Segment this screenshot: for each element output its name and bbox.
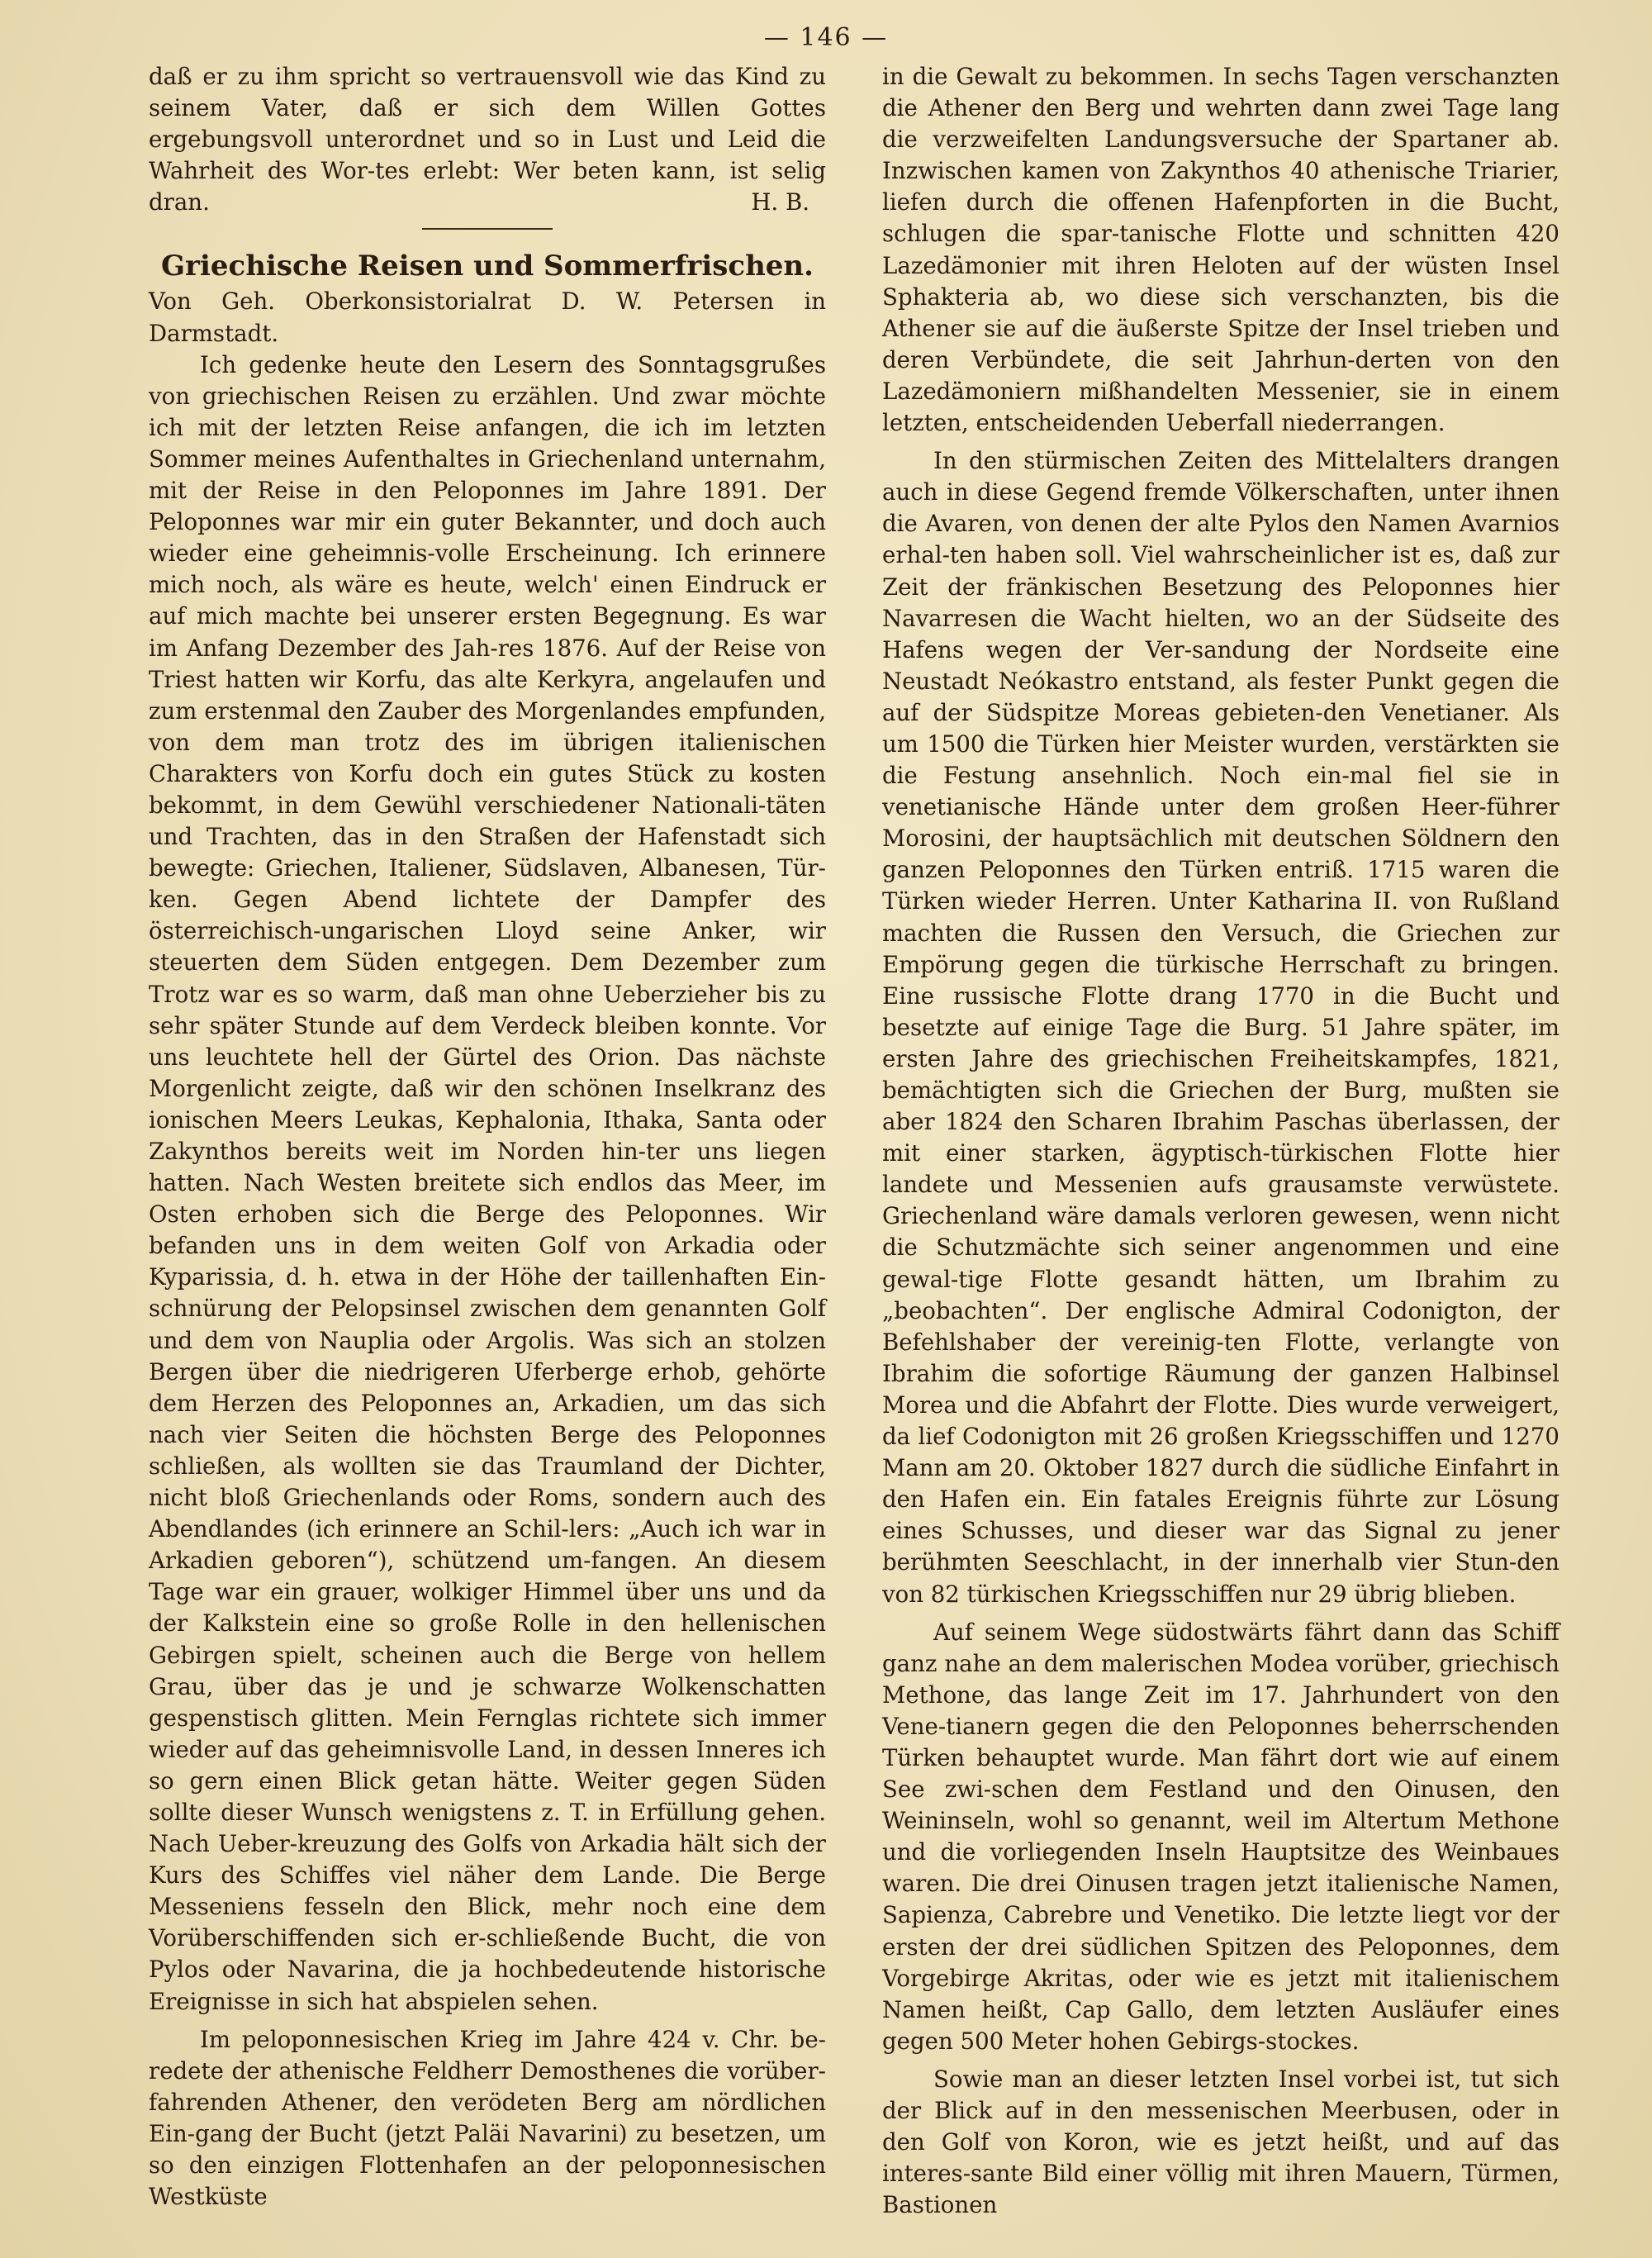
right-paragraph-3: Auf seinem Wege südostwärts fährt dann das Schiff ganz nahe an dem malerischen Modea vorüber, griechisch Methone, das lange Zeit im 17. Jahrhundert von den Vene-tianern gegen die den Peloponnes beherrschenden Türken behauptet wurde. Man fährt dort wie auf einem See zwi-schen dem Festland und den Oinusen, den Weininseln, wohl so genannt, weil im Altertum Methone und die vorliegenden Inseln Hauptsitze des Weinbaues waren. Die drei Oinusen tragen jetzt italienische Namen, Sapienza, Cabrebre und Venetiko. Die letzte liegt vor der ersten der drei südlichen Spitzen des Peloponnes, dem Vorgebirge Akritas, oder wie es jetzt mit italienischem Namen heißt, Cap Gallo, dem letzten Ausläufer eines gegen 500 Meter hohen Gebirgs-stockes.	[882, 1618, 1559, 2055]
left-paragraph-1: Ich gedenke heute den Lesern des Sonntagsgrußes von griechischen Reisen zu erzählen. Und zwar möchte ich mit der letzten Reise anfangen, die ich im letzten Sommer meines Aufenthaltes in Griechenland unternahm, mit der Reise in den Peloponnes im Jahre 1891. Der Peloponnes war mir ein guter Bekannter, und doch auch wieder eine geheimnis-volle Erscheinung. Ich erinnere mich noch, als wäre es heute, welch' einen Eindruck er auf mich machte bei unserer ersten Begegnung. Es war im Anfang Dezember des Jah-res 1876. Auf der Reise von Triest hatten wir Korfu, das alte Kerkyra, angelaufen und zum erstenmal den Zauber des Morgenlandes empfunden, von dem man trotz des im übrigen italienischen Charakters von Korfu doch ein gutes Stück zu kosten bekommt, in dem Gewühl verschiedener Nationali-täten und Trachten, das in den Straßen der Hafenstadt sich bewegte: Griechen, Italiener, Südslaven, Albanesen, Tür-ken. Gegen Abend lichtete der Dampfer des österreichisch-ungarischen Lloyd seine Anker, wir steuerten dem Süden entgegen. Dem Dezember zum Trotz war es so warm, daß man ohne Ueberzieher bis zu sehr später Stunde auf dem Verdeck bleiben konnte. Vor uns leuchtete hell der Gürtel des Orion. Das nächste Morgenlicht zeigte, daß wir den schönen Inselkranz des ionischen Meers Leukas, Kephalonia, Ithaka, Santa oder Zakynthos bereits weit im Norden hin-ter uns liegen hatten. Nach Westen breitete sich endlos das Meer, im Osten erhoben sich die Berge des Peloponnes. Wir befanden uns in dem weiten Golf von Arkadia oder Kyparissia, d. h. etwa in der Höhe der taillenhaften Ein-schnürung der Pelopsinsel zwischen dem genannten Golf und dem von Nauplia oder Argolis. Was sich an stolzen Bergen über die niedrigeren Uferberge erhob, gehörte dem Herzen des Peloponnes an, Arkadien, um das sich nach vier Seiten die höchsten Berge des Peloponnes schließen, als wollten sie das Traumland der Dichter, nicht bloß Griechenlands oder Roms, sondern auch des Abendlandes (ich erinnere an Schil-lers: „Auch ich war in Arkadien geboren“), schützend um-fangen. An diesem Tage war ein grauer, wolkiger Himmel über uns und da der Kalkstein eine so große Rolle in den hellenischen Gebirgen spielt, scheinen auch die Berge von hellem Grau, über das je und je schwarze Wolkenschatten gespenstisch glitten. Mein Fernglas richtete sich immer wieder auf das geheimnisvolle Land, in dessen Inneres ich so gern einen Blick getan hätte. Weiter gegen Süden sollte dieser Wunsch wenigstens z. T. in Erfüllung gehen. Nach Ueber-kreuzung des Golfs von Arkadia hält sich der Kurs des Schiffes viel näher dem Lande. Die Berge Messeniens fesseln den Blick, mehr noch eine dem Vorüberschiffenden sich er-schließende Bucht, die von Pylos oder Navarina, die ja hochbedeutende historische Ereignisse in sich hat abspielen sehen.	[149, 350, 826, 2015]
article-byline: Von Geh. Oberkonsistorialrat D. W. Petersen in Darmstadt.	[149, 288, 826, 347]
right-column	[882, 61, 1559, 2221]
intro-paragraph	[149, 61, 826, 218]
article-title: Griechische Reisen und Sommerfrischen.	[161, 250, 814, 283]
page-number: — 146 —	[763, 23, 889, 52]
section-divider	[422, 228, 553, 230]
right-paragraph-1: in die Gewalt zu bekommen. In sechs Tagen verschanzten die Athener den Berg und wehrten dann zwei Tage lang die verzweifelten Landungsversuche der Spartaner ab. Inzwischen kamen von Zakynthos 40 athenische Triarier, liefen durch die offenen Hafenpforten in die Bucht, schlugen die spar-tanische Flotte und schnitten 420 Lazedämonier mit ihren Heloten auf der wüsten Insel Sphakteria ab, wo diese sich verschanzten, bis die Athener sie auf die äußerste Spitze der Insel trieben und deren Verbündete, die seit Jahrhun-derten von den Lazedämoniern mißhandelten Messenier, sie in einem letzten, entscheidenden Ueberfall niederrangen.	[882, 63, 1559, 437]
right-paragraph-2: In den stürmischen Zeiten des Mittelalters drangen auch in diese Gegend fremde Völkerschaften, unter ihnen die Avaren, von denen der alte Pylos den Namen Avarnios erhal-ten haben soll. Viel wahrscheinlicher ist es, daß zur Zeit der fränkischen Besetzung des Peloponnes hier Navarresen die Wacht hielten, wo an der Südseite des Hafens wegen der Ver-sandung der Nordseite eine Neustadt Neókastro entstand, als fester Punkt gegen die auf der Südspitze Moreas gebieten-den Venetianer. Als um 1500 die Türken hier Meister wurden, verstärkten sie die Festung ansehnlich. Noch ein-mal fiel sie in venetianische Hände unter dem großen Heer-führer Morosini, der hauptsächlich mit deutschen Söldnern den ganzen Peloponnes den Türken entriß. 1715 waren die Türken wieder Herren. Unter Katharina II. von Rußland machten die Russen den Versuch, die Griechen zur Empörung gegen die türkische Herrschaft zu bringen. Eine russische Flotte drang 1770 in die Bucht und besetzte auf einige Tage die Burg. 51 Jahre später, im ersten Jahre des griechischen Freiheitskampfes, 1821, bemächtigten sich die Griechen der Burg, mußten sie aber 1824 den Scharen Ibrahim Paschas überlassen, der mit einer starken, ägyptisch-türkischen Flotte hier landete und Messenien aufs grausamste verwüstete. Griechenland wäre damals verloren gewesen, wenn nicht die Schutzmächte sich seiner angenommen und eine gewal-tige Flotte gesandt hätten, um Ibrahim zu „beobachten“. Der englische Admiral Codonigton, der Befehlshaber der vereinig-ten Flotte, verlangte von Ibrahim die sofortige Räumung der ganzen Halbinsel Morea und die Abfahrt der Flotte. Dies wurde verweigert, da lief Codonigton mit 26 großen Kriegsschiffen und 1270 Mann am 20. Oktober 1827 durch die südliche Einfahrt in den Hafen ein. Ein fatales Ereignis führte zur Lösung eines Schusses, und dieser war das Signal zu jener berühmten Seeschlacht, in der innerhalb vier Stun-den von 82 türkischen Kriegsschiffen nur 29 übrig blieben.	[882, 447, 1559, 1608]
intro-text: daß er zu ihm spricht so vertrauensvoll wie das Kind zu seinem Vater, daß er sich dem Willen Gottes ergebungsvoll unterordnet und so in Lust und Leid die Wahrheit des Wor-tes erlebt: Wer beten kann, ist selig dran.	[149, 63, 826, 216]
left-paragraph-2: Im peloponnesischen Krieg im Jahre 424 v. Chr. be-redete der athenische Feldherr Demosthenes die vorüber-fahrenden Athener, den verödeten Berg am nördlichen Ein-gang der Bucht (jetzt Paläi Navarini) zu besetzen, um so den einzigen Flottenhafen an der peloponnesischen Westküste	[149, 2025, 826, 2211]
right-paragraph-4: Sowie man an dieser letzten Insel vorbei ist, tut sich der Blick auf in den messenischen Meerbusen, oder in den Golf von Koron, wie es jetzt heißt, und auf das interes-sante Bild einer völlig mit ihren Mauern, Türmen, Bastionen	[882, 2065, 1559, 2219]
left-column	[149, 61, 826, 2213]
intro-signature: H. B.	[751, 188, 809, 216]
